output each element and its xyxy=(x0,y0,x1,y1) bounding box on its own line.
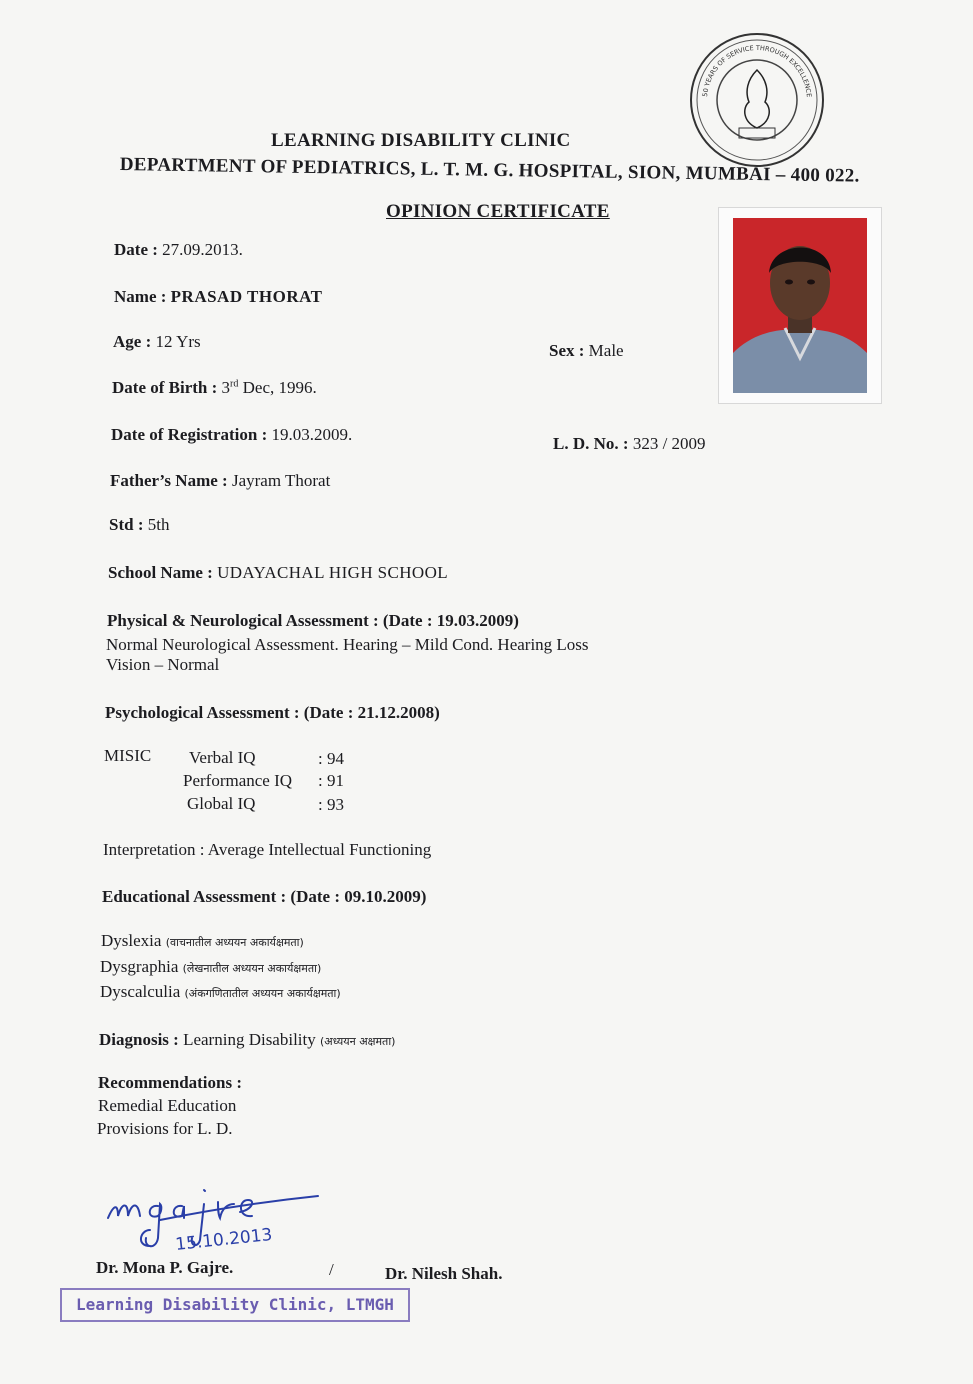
school-value: UDAYACHAL HIGH SCHOOL xyxy=(217,563,449,582)
name-label: Name : xyxy=(114,287,167,306)
dob-day: 3 xyxy=(221,378,231,397)
father-value: Jayram Thorat xyxy=(231,471,331,490)
doctor1-name: Dr. Mona P. Gajre. xyxy=(96,1258,234,1277)
edu-item xyxy=(100,982,341,1002)
score-label-performance: Performance IQ xyxy=(183,771,293,790)
score-label-verbal: Verbal IQ xyxy=(189,748,256,767)
age-field xyxy=(113,332,201,352)
registration-value: 19.03.2009. xyxy=(271,425,353,444)
father-field xyxy=(110,471,330,491)
ld-no-field xyxy=(553,434,706,454)
edu-item-marathi: (वाचनातील अध्ययन अकार्यक्षमता) xyxy=(165,936,304,949)
std-field xyxy=(109,515,169,535)
signatory-separator: / xyxy=(329,1260,334,1279)
edu-item-marathi: (लेखनातील अध्ययन अकार्यक्षमता) xyxy=(182,962,322,975)
edu-item-name: Dysgraphia xyxy=(100,957,179,976)
edu-item-name: Dyslexia xyxy=(101,931,162,950)
score-value-verbal: : 94 xyxy=(318,749,344,768)
recommendation-item: Provisions for L. D. xyxy=(97,1119,233,1138)
department-line: DEPARTMENT OF PEDIATRICS, L. T. M. G. HOSPITAL, SION, MUMBAI – 400 022. xyxy=(119,154,860,187)
recommendation-item: Remedial Education xyxy=(98,1096,237,1115)
school-label: School Name : xyxy=(108,563,213,582)
clinic-name: LEARNING DISABILITY CLINIC xyxy=(271,130,571,151)
age-value: 12 Yrs xyxy=(155,332,201,351)
date-value: 27.09.2013. xyxy=(162,240,243,259)
physical-line2: Vision – Normal xyxy=(106,655,220,674)
diagnosis-marathi: (अध्ययन अक्षमता) xyxy=(320,1035,396,1048)
sex-label: Sex : xyxy=(549,341,585,360)
score-value-performance: : 91 xyxy=(318,771,344,790)
ld-no-label: L. D. No. : xyxy=(553,434,629,453)
sex-value: Male xyxy=(588,341,624,360)
signature-icon xyxy=(100,1160,340,1260)
educational-heading: Educational Assessment : (Date : 09.10.2009) xyxy=(102,887,427,906)
registration-field xyxy=(111,425,352,445)
interpretation: Interpretation : Average Intellectual Functioning xyxy=(103,840,432,859)
recommendations-heading: Recommendations : xyxy=(98,1073,243,1092)
seal-text: 50 YEARS OF SERVICE THROUGH EXCELLENCE xyxy=(701,43,813,98)
school-field xyxy=(108,563,448,583)
portrait-icon xyxy=(733,218,867,393)
diagnosis-label: Diagnosis : xyxy=(99,1030,179,1049)
document-title: OPINION CERTIFICATE xyxy=(386,201,610,222)
student-photo xyxy=(718,207,882,404)
date-field xyxy=(114,240,243,260)
score-label-global: Global IQ xyxy=(187,794,256,813)
physical-line1: Normal Neurological Assessment. Hearing – Mild Cond. Hearing Loss xyxy=(106,635,589,654)
physical-heading: Physical & Neurological Assessment : (Date : 19.03.2009) xyxy=(107,611,519,630)
edu-item-marathi: (अंकगणितातील अध्ययन अकार्यक्षमता) xyxy=(184,987,341,1000)
dob-label: Date of Birth : xyxy=(112,378,218,397)
test-name: MISIC xyxy=(104,746,152,765)
registration-label: Date of Registration : xyxy=(111,425,268,444)
edu-item xyxy=(101,931,304,951)
dob-suffix: rd xyxy=(230,378,239,390)
sex-field xyxy=(549,341,624,361)
psychological-heading: Psychological Assessment : (Date : 21.12.2008) xyxy=(105,703,440,722)
std-value: 5th xyxy=(147,515,170,534)
std-label: Std : xyxy=(109,515,144,534)
diagnosis-value: Learning Disability xyxy=(183,1030,316,1049)
date-label: Date : xyxy=(114,240,158,259)
dob-rest: Dec, 1996. xyxy=(242,378,317,397)
clinic-stamp: Learning Disability Clinic, LTMGH xyxy=(60,1288,410,1322)
age-label: Age : xyxy=(113,332,152,351)
edu-item xyxy=(100,957,321,977)
score-value-global: : 93 xyxy=(318,795,344,814)
dob-field xyxy=(112,378,317,398)
signature-date: 15.10.2013 xyxy=(174,1224,274,1255)
ld-no-value: 323 / 2009 xyxy=(632,434,706,453)
name-field xyxy=(114,287,322,307)
hospital-seal xyxy=(687,30,827,170)
father-label: Father’s Name : xyxy=(110,471,228,490)
diagnosis-field xyxy=(99,1030,395,1050)
handwritten-signature xyxy=(100,1160,340,1265)
doctor2-name: Dr. Nilesh Shah. xyxy=(385,1264,503,1283)
name-value: PRASAD THORAT xyxy=(170,287,323,306)
seal-emblem-icon xyxy=(687,30,827,170)
edu-item-name: Dyscalculia xyxy=(100,982,181,1001)
